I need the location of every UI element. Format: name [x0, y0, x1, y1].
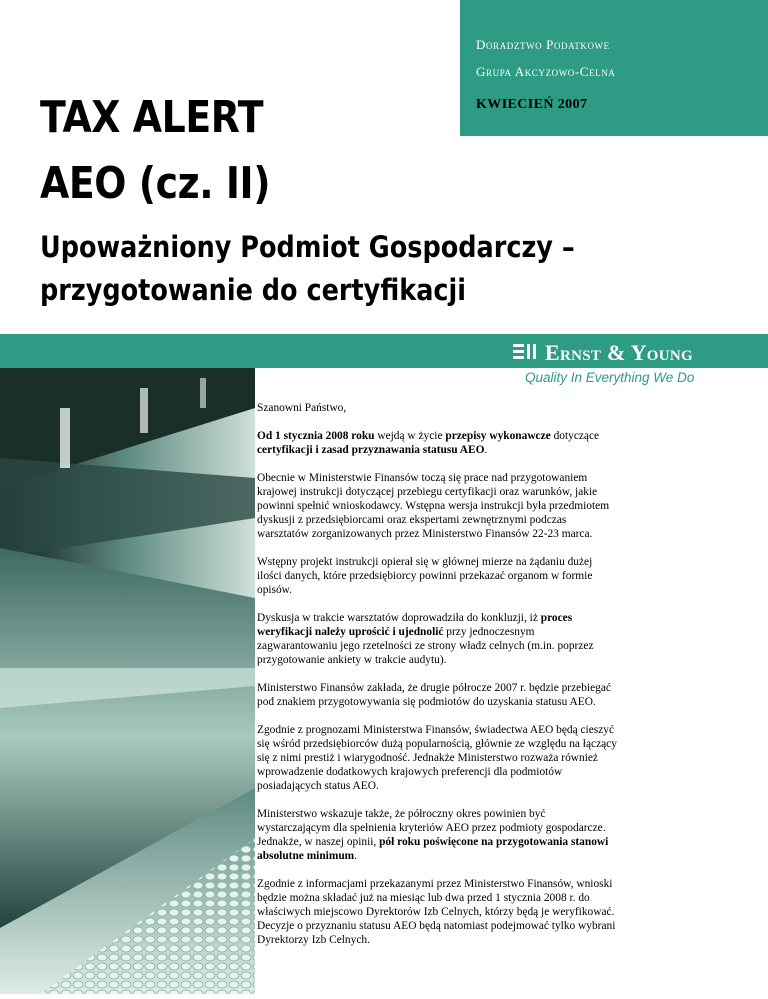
subtitle-line-2: przygotowanie do certyfikacji — [40, 273, 467, 307]
paragraph-6: Zgodnie z prognozami Ministerstwa Finansów, świadectwa AEO będą cieszyć się wśród przedsiębiorców dużą popularnością, głównie ze względu na łączący się z nimi prestiż i wiarygodność. Jednakże Ministerstwo rozważa również wprowadzenie dodatkowych krajowych preferencji dla podmiotów posiadających status AEO. — [257, 724, 617, 792]
header-green-box — [460, 0, 768, 136]
paragraph-1: Od 1 stycznia 2008 roku wejdą w życie przepisy wykonawcze dotyczące certyfikacji i zasad przyznawania statusu AEO. — [257, 430, 600, 456]
subtitle-line-1: Upoważniony Podmiot Gospodarczy – — [40, 230, 575, 264]
brand-tagline: Quality In Everything We Do — [525, 370, 695, 385]
paragraph-3: Wstępny projekt instrukcji opierał się w głównej mierze na żądaniu dużej ilości danych, które przedsiębiorcy powinni przekazać organom w formie opisów. — [257, 556, 593, 596]
brand-name: Ernst & Young — [545, 340, 693, 365]
article-body — [257, 401, 617, 961]
paragraph-4: Dyskusja w trakcie warsztatów doprowadziła do konkluzji, iż proces weryfikacji należy uprościć i ujednolić przy jednoczesnym zagwarantowaniu jego rzetelności ze strony władz celnych (m.in. poprzez przygotowanie ankiety w trakcie audytu). — [257, 612, 594, 666]
title-line-2: AEO (cz. II) — [40, 158, 271, 209]
paragraph-2: Obecnie w Ministerstwie Finansów toczą się prace nad przygotowaniem krajowej instrukcji dotyczącej przebiegu certyfikacji oraz warunków, jakie powinni spełnić wnioskodawcy. Wstępna wersja instrukcji była przedmiotem dyskusji z przedsiębiorcami oraz ekspertami zewnętrznymi podczas warsztatów zorganizowanych przez Ministerstwo Finansów 22-23 marca. — [257, 472, 610, 540]
paragraph-5: Ministerstwo Finansów zakłada, że drugie półrocze 2007 r. będzie przebiegać pod znakiem przygotowywania się podmiotów do uzyskania statusu AEO. — [257, 682, 611, 708]
train-platform-photo — [0, 368, 255, 994]
department-line-2: Grupa Akcyzowo-Celna — [476, 64, 616, 79]
department-line-1: Doradztwo Podatkowe — [476, 37, 610, 52]
ey-logo-icon — [513, 342, 539, 368]
salutation: Szanowni Państwo, — [257, 402, 347, 414]
paragraph-7: Ministerstwo wskazuje także, że półroczny okres powinien być wystarczającym dla spełnienia kryteriów AEO przez podmioty gospodarcze. Jednakże, w naszej opinii, pół roku poświęcone na przygotowania stanowi absolutne minimum. — [257, 808, 609, 862]
paragraph-8: Zgodnie z informacjami przekazanymi przez Ministerstwo Finansów, wnioski będzie można składać już na miesiąc lub dwa przed 1 stycznia 2008 r. do właściwych miejscowo Dyrektorów Izb Celnych, którzy będą je weryfikować. Decyzje o przyznaniu statusu AEO będą natomiast podejmować tylko wybrani Dyrektorzy Izb Celnych. — [257, 878, 616, 946]
title-line-1: TAX ALERT — [40, 92, 264, 143]
subtitle — [40, 226, 656, 312]
issue-date: KWIECIEŃ 2007 — [476, 97, 588, 112]
ernst-young-logo — [513, 340, 693, 364]
